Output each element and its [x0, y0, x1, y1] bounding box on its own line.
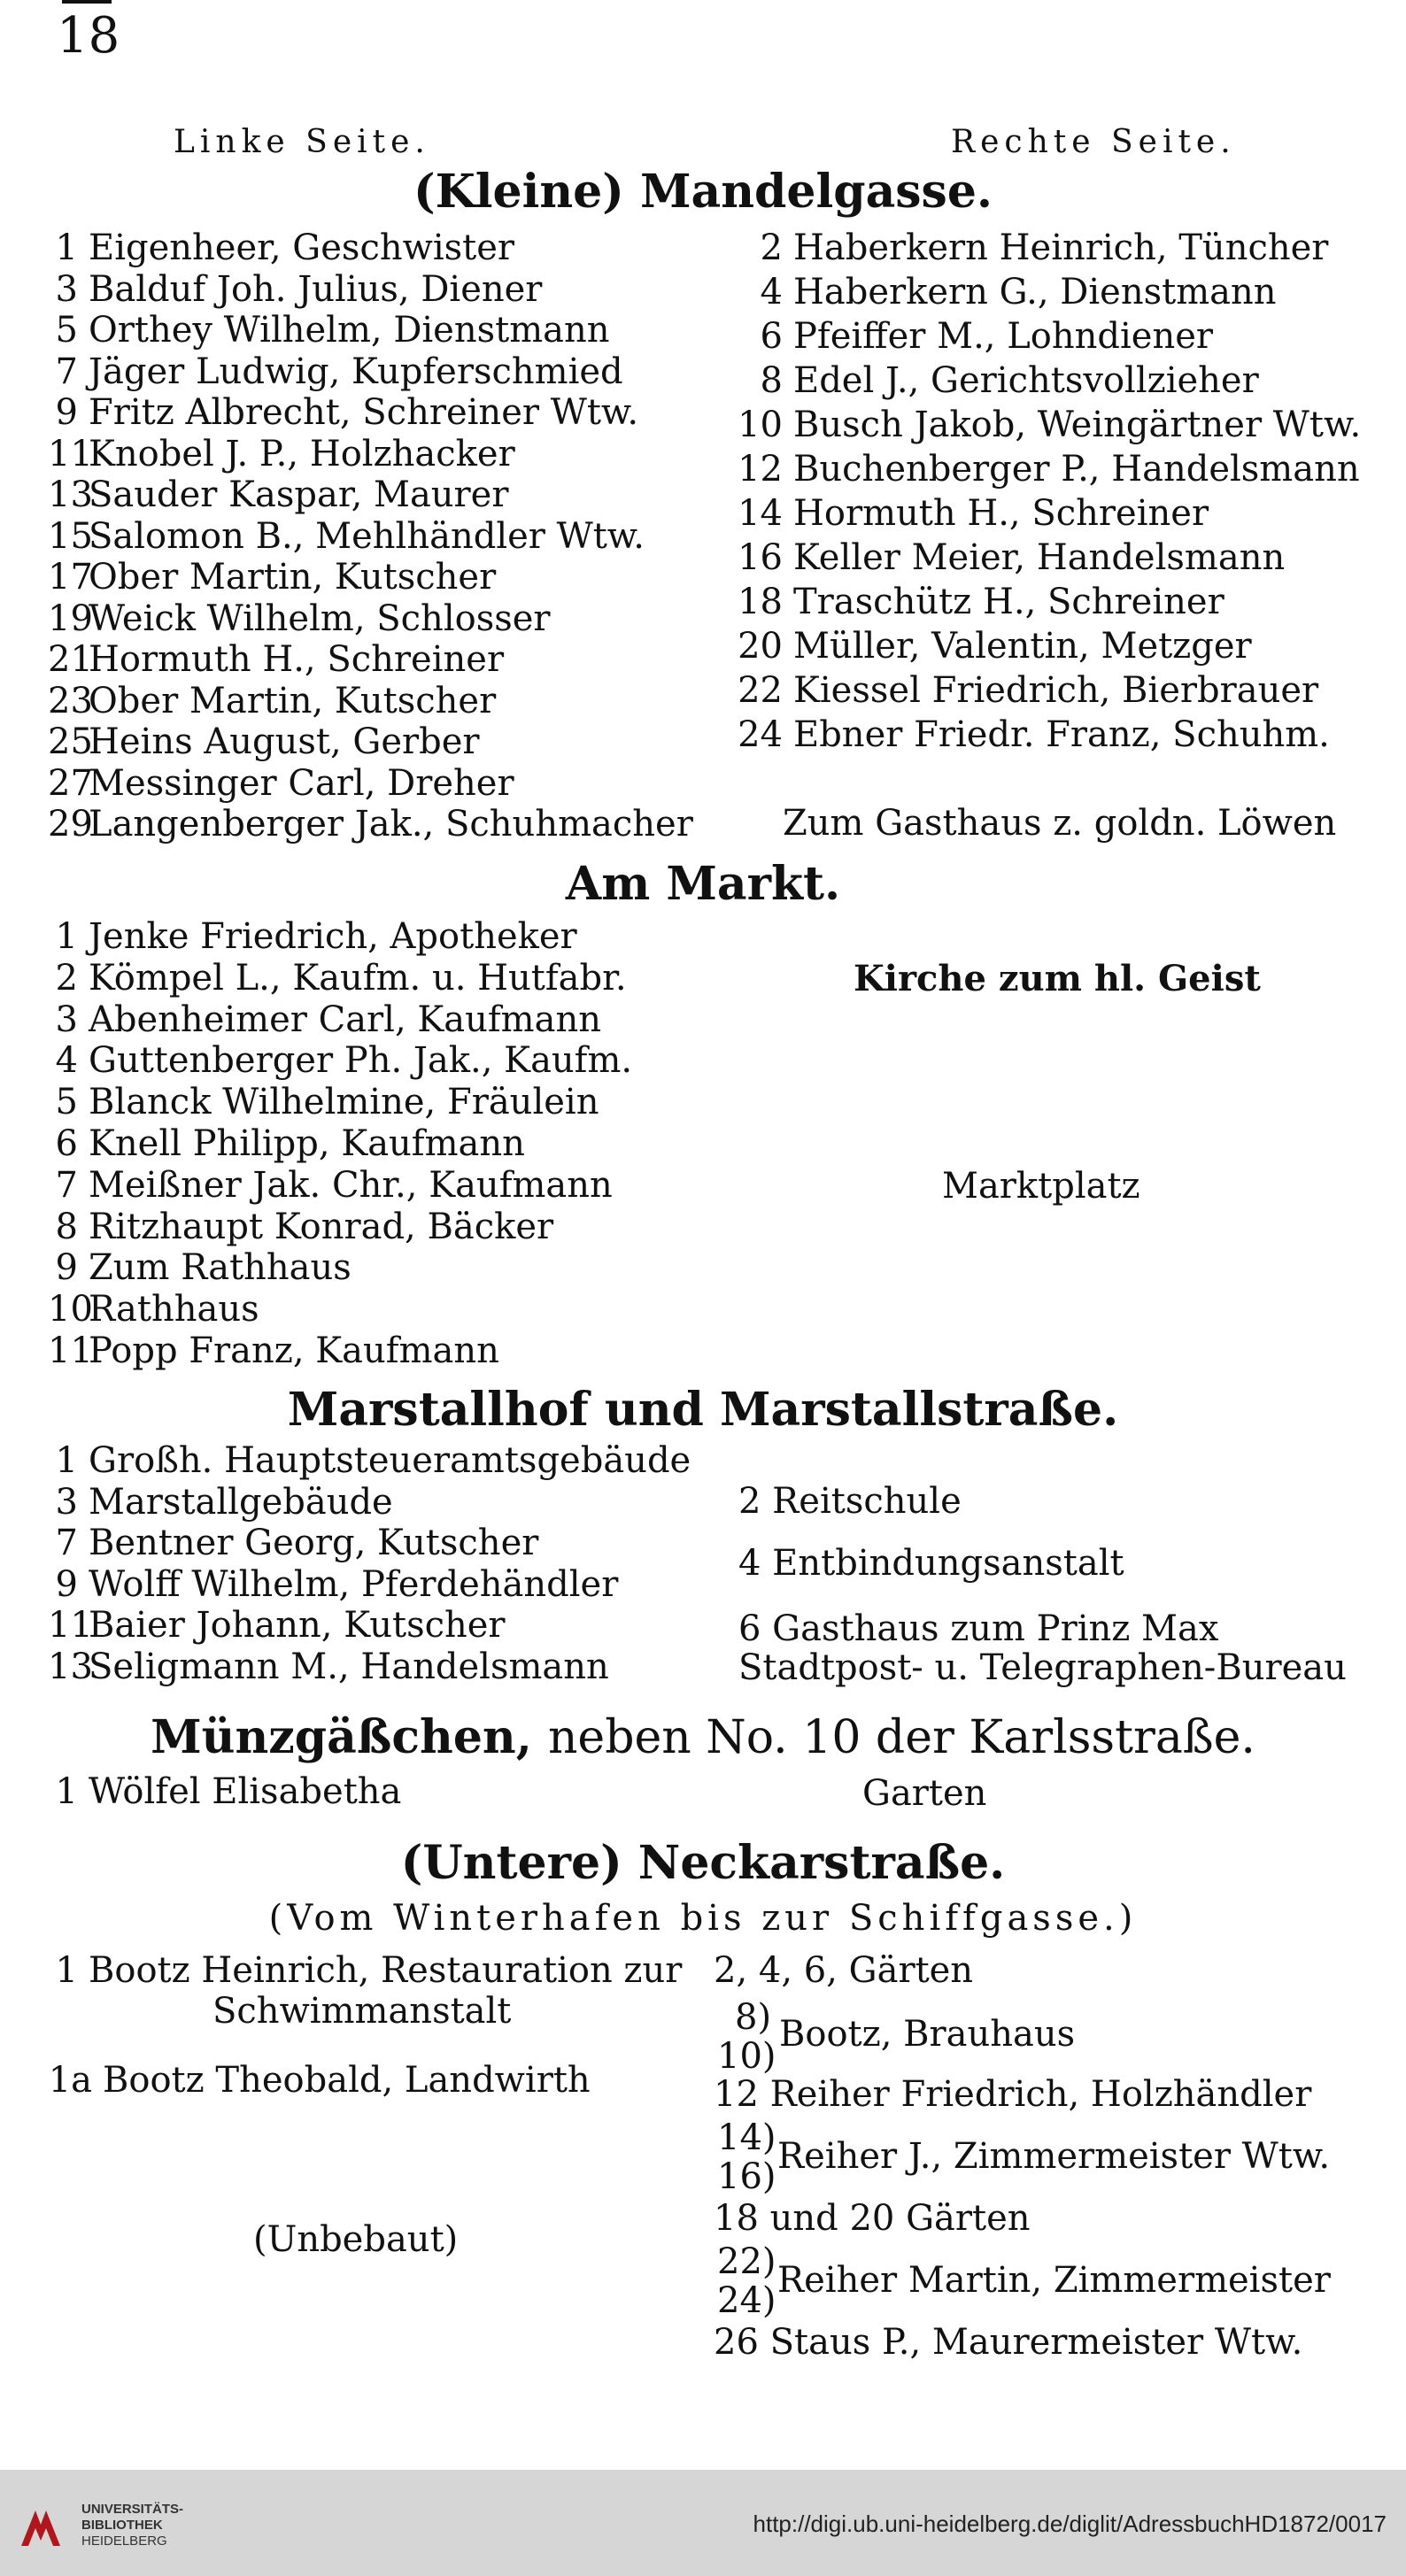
right-note: Marktplatz: [942, 1166, 1140, 1207]
section-title: [0, 1710, 1406, 1764]
list-item: [48, 764, 514, 803]
list-item: [48, 558, 496, 597]
house-number: 8): [735, 1997, 772, 2038]
house-number: 25: [48, 721, 93, 762]
house-number: 9: [55, 392, 78, 433]
entry-text: Keller Meier, Handelsmann: [793, 537, 1286, 578]
house-number: 2: [738, 1481, 761, 1522]
house-number: 9: [55, 1563, 78, 1605]
entry-text: Rathhaus: [89, 1289, 259, 1330]
list-item: [714, 2323, 1302, 2362]
section-title: Am Markt.: [565, 857, 841, 911]
top-rule: [62, 0, 112, 4]
list-item: [738, 1482, 962, 1521]
house-number: 13: [48, 1646, 93, 1687]
list-item: [738, 1609, 1218, 1648]
entry-text: Müller, Valentin, Metzger: [793, 626, 1252, 667]
house-number: 4: [760, 272, 783, 312]
entry-text: Knell Philipp, Kaufmann: [89, 1123, 525, 1164]
house-number: 1: [55, 1950, 78, 1991]
entry-text: Buchenberger P., Handelsmann: [793, 449, 1360, 490]
house-number: 24: [738, 714, 783, 755]
list-item: [48, 1606, 506, 1645]
list-item: [714, 1951, 973, 1990]
list-item: [48, 1166, 613, 1205]
entry-text: Guttenberger Ph. Jak., Kaufm.: [89, 1040, 633, 1082]
entry-text: Bentner Georg, Kutscher: [89, 1523, 539, 1563]
house-number: 16: [738, 537, 783, 578]
list-item: [48, 1565, 618, 1604]
entry-text: Wolff Wilhelm, Pferdehändler: [89, 1563, 619, 1605]
house-number: 14: [738, 493, 783, 534]
entry-text: und 20 Gärten: [769, 2198, 1031, 2239]
entry-text: Meißner Jak. Chr., Kaufmann: [89, 1164, 613, 1206]
entry-text: Langenberger Jak., Schuhmacher: [89, 804, 693, 845]
house-number: 14): [717, 2117, 776, 2158]
house-number: 8: [55, 1206, 78, 1247]
house-number: 3: [55, 999, 78, 1040]
right-side-header: Rechte Seite.: [951, 124, 1236, 160]
section-title: (Untere) Neckarstraße.: [400, 1836, 1006, 1890]
list-item: [48, 228, 514, 267]
entry-text: Fritz Albrecht, Schreiner Wtw.: [89, 392, 639, 433]
entry-text: Pfeiffer M., Lohndiener: [793, 316, 1214, 357]
house-number: 6: [55, 1123, 78, 1164]
list-item-continuation: Schwimmanstalt: [212, 1991, 512, 2032]
left-side-header: Linke Seite.: [174, 124, 430, 160]
entry-text: Bootz, Brauhaus: [779, 2014, 1076, 2055]
entry-text: Reiher Martin, Zimmermeister: [777, 2260, 1331, 2301]
list-item: [48, 270, 542, 309]
list-item: [48, 640, 504, 679]
house-number: 21: [48, 639, 93, 680]
entry-text: Ritzhaupt Konrad, Bäcker: [89, 1206, 554, 1247]
house-number: 11: [48, 1605, 93, 1646]
house-number: 12: [738, 449, 783, 490]
list-item: [724, 494, 1209, 533]
section-title: (Kleine) Mandelgasse.: [413, 165, 993, 219]
house-number: 2: [55, 957, 78, 999]
right-note: Kirche zum hl. Geist: [854, 958, 1261, 999]
list-item: [48, 2061, 591, 2100]
entry-text: Balduf Joh. Julius, Diener: [89, 268, 543, 310]
house-number: 10: [48, 1289, 93, 1330]
entry-text: Zum Rathhaus: [89, 1247, 352, 1289]
section-title-rest: neben No. 10 der Karlsstraße.: [547, 1711, 1255, 1764]
entry-text: Reiher Friedrich, Holzhändler: [769, 2074, 1312, 2115]
house-number: 16): [717, 2156, 776, 2197]
list-item: [724, 627, 1252, 666]
house-number: 17: [48, 557, 93, 598]
entry-text: Gasthaus zum Prinz Max: [772, 1608, 1219, 1649]
list-item: [48, 599, 551, 638]
entry-text: Kömpel L., Kaufm. u. Hutfabr.: [89, 957, 627, 999]
list-item: [48, 393, 638, 432]
entry-text: Weick Wilhelm, Schlosser: [89, 598, 551, 639]
house-number: 5: [55, 310, 78, 351]
list-item: [48, 311, 610, 350]
list-item: [738, 1544, 1124, 1583]
house-number: 27: [48, 762, 93, 804]
entry-text: Marstallgebäude: [89, 1481, 393, 1523]
entry-text: Blanck Wilhelmine, Fräulein: [89, 1082, 599, 1123]
entry-text: Heins August, Gerber: [89, 721, 480, 762]
house-number: 1: [55, 228, 78, 268]
list-item: [724, 538, 1285, 577]
house-number: 12: [714, 2074, 759, 2115]
house-number: 2: [760, 228, 783, 268]
house-number: 11: [48, 1330, 93, 1371]
entry-text: Haberkern Heinrich, Tüncher: [793, 228, 1329, 268]
list-item: [48, 1083, 599, 1122]
list-item: [48, 1290, 259, 1329]
source-url-link[interactable]: http://digi.ub.uni-heidelberg.de/diglit/AdressbuchHD1872/0017: [753, 2510, 1387, 2537]
entry-text: Wölfel Elisabetha: [89, 1771, 402, 1812]
house-number: 7: [55, 351, 78, 392]
list-item: [714, 2075, 1311, 2114]
list-item: [714, 2199, 1031, 2238]
entry-text: Stadtpost- u. Telegraphen-Bureau: [738, 1647, 1347, 1688]
entry-text: Sauder Kaspar, Maurer: [89, 474, 509, 515]
list-item: [48, 959, 627, 998]
list-item: [48, 1951, 682, 1990]
entry-text: Reitschule: [772, 1481, 962, 1522]
list-item: [48, 475, 508, 514]
section-title-bold: Münzgäßchen,: [151, 1710, 532, 1764]
list-item: [48, 1523, 538, 1562]
list-item: [48, 1124, 525, 1163]
house-number: 9: [55, 1247, 78, 1289]
list-item: [48, 1483, 393, 1522]
house-number: 8: [760, 360, 783, 401]
entry-text: Eigenheer, Geschwister: [89, 228, 515, 268]
house-number: 18: [738, 582, 783, 622]
entry-text: Großh. Hauptsteueramtsgebäude: [89, 1440, 691, 1481]
page-number: 18: [57, 7, 120, 65]
entry-text: Kiessel Friedrich, Bierbrauer: [793, 670, 1319, 711]
list-item: [48, 1647, 609, 1686]
entry-text: Abenheimer Carl, Kaufmann: [89, 999, 601, 1040]
list-item: [48, 722, 480, 761]
university-logo-icon: [14, 2502, 67, 2555]
entry-text: Entbindungsanstalt: [772, 1543, 1124, 1584]
list-item: [48, 352, 623, 391]
house-number: 7: [55, 1523, 78, 1563]
entry-text: Staus P., Maurermeister Wtw.: [769, 2322, 1303, 2363]
house-number: 7: [55, 1164, 78, 1206]
list-item: [724, 361, 1259, 400]
house-number: 22: [738, 670, 783, 711]
house-number: 5: [55, 1082, 78, 1123]
list-item: [48, 517, 645, 556]
entry-text: Ebner Friedr. Franz, Schuhm.: [793, 714, 1330, 755]
house-number: 19: [48, 598, 93, 639]
house-number: 2, 4, 6,: [714, 1950, 838, 1991]
house-number: 4: [55, 1040, 78, 1082]
entry-text: Salomon B., Mehlhändler Wtw.: [89, 515, 645, 557]
entry-text: Reiher J., Zimmermeister Wtw.: [777, 2136, 1331, 2177]
entry-text: Traschütz H., Schreiner: [793, 582, 1224, 622]
entry-text: Knobel J. P., Holzhacker: [89, 433, 515, 474]
entry-text: Bootz Heinrich, Restauration zur: [89, 1950, 683, 1991]
house-number: 6: [738, 1608, 761, 1649]
list-item: [724, 715, 1330, 754]
entry-text: Bootz Theobald, Landwirth: [103, 2060, 591, 2101]
list-item: [48, 1041, 632, 1080]
house-number: 1: [55, 916, 78, 957]
house-number: 26: [714, 2322, 759, 2363]
entry-text: Ober Martin, Kutscher: [89, 680, 497, 721]
list-item: [48, 805, 693, 844]
entry-text: Edel J., Gerichtsvollzieher: [793, 360, 1259, 401]
section-subtitle: (Vom Winterhafen bis zur Schiffgasse.): [268, 1898, 1138, 1939]
house-number: 18: [714, 2198, 759, 2239]
entry-text: Gärten: [848, 1950, 974, 1991]
list-item: [724, 582, 1224, 621]
entry-text: Haberkern G., Dienstmann: [793, 272, 1277, 312]
section-title: Marstallhof und Marstallstraße.: [287, 1383, 1119, 1437]
entry-text: Baier Johann, Kutscher: [89, 1605, 506, 1646]
list-item: [724, 228, 1328, 267]
house-number: 23: [48, 680, 93, 721]
entry-text: Popp Franz, Kaufmann: [89, 1330, 499, 1371]
list-item: [724, 450, 1360, 489]
list-item: [48, 682, 496, 721]
list-item: [48, 1000, 601, 1039]
entry-text: Hormuth H., Schreiner: [793, 493, 1209, 534]
house-number: 1a: [48, 2060, 92, 2101]
list-item: [724, 405, 1361, 444]
list-item: [48, 435, 515, 474]
list-item: [48, 1331, 499, 1370]
house-number: 3: [55, 1481, 78, 1523]
house-number: 10): [717, 2036, 776, 2077]
entry-text: Busch Jakob, Weingärtner Wtw.: [793, 405, 1362, 445]
house-number: 4: [738, 1543, 761, 1584]
list-item: [738, 1648, 1347, 1687]
entry-text: Hormuth H., Schreiner: [89, 639, 505, 680]
entry-text: Ober Martin, Kutscher: [89, 557, 497, 598]
house-number: 1: [55, 1771, 78, 1812]
list-item: [48, 1441, 691, 1480]
house-number: 29: [48, 804, 93, 845]
list-item: [724, 273, 1277, 312]
house-number: 24): [717, 2280, 776, 2321]
library-logo-text: UNIVERSITÄTS- BIBLIOTHEK HEIDELBERG: [81, 2502, 184, 2549]
list-item: [48, 1772, 401, 1811]
house-number: 20: [738, 626, 783, 667]
house-number: 10: [738, 405, 783, 445]
list-item: [724, 671, 1318, 710]
list-item: [724, 317, 1213, 356]
right-note: Zum Gasthaus z. goldn. Löwen: [783, 803, 1337, 844]
house-number: 3: [55, 268, 78, 310]
entry-text: Seligmann M., Handelsmann: [89, 1646, 609, 1687]
house-number: 11: [48, 433, 93, 474]
list-item: [48, 917, 577, 956]
entry-text: Jäger Ludwig, Kupferschmied: [89, 351, 623, 392]
house-number: 22): [717, 2241, 776, 2282]
entry-text: Orthey Wilhelm, Dienstmann: [89, 310, 610, 351]
list-item: [48, 1207, 553, 1246]
house-number: 1: [55, 1440, 78, 1481]
entry-text: Jenke Friedrich, Apotheker: [89, 916, 577, 957]
right-note: Garten: [862, 1773, 987, 1814]
entry-text: Messinger Carl, Dreher: [89, 762, 514, 804]
house-number: 6: [760, 316, 783, 357]
house-number: 15: [48, 515, 93, 557]
left-note: (Unbebaut): [253, 2219, 459, 2260]
list-item: [48, 1248, 352, 1287]
house-number: 13: [48, 474, 93, 515]
